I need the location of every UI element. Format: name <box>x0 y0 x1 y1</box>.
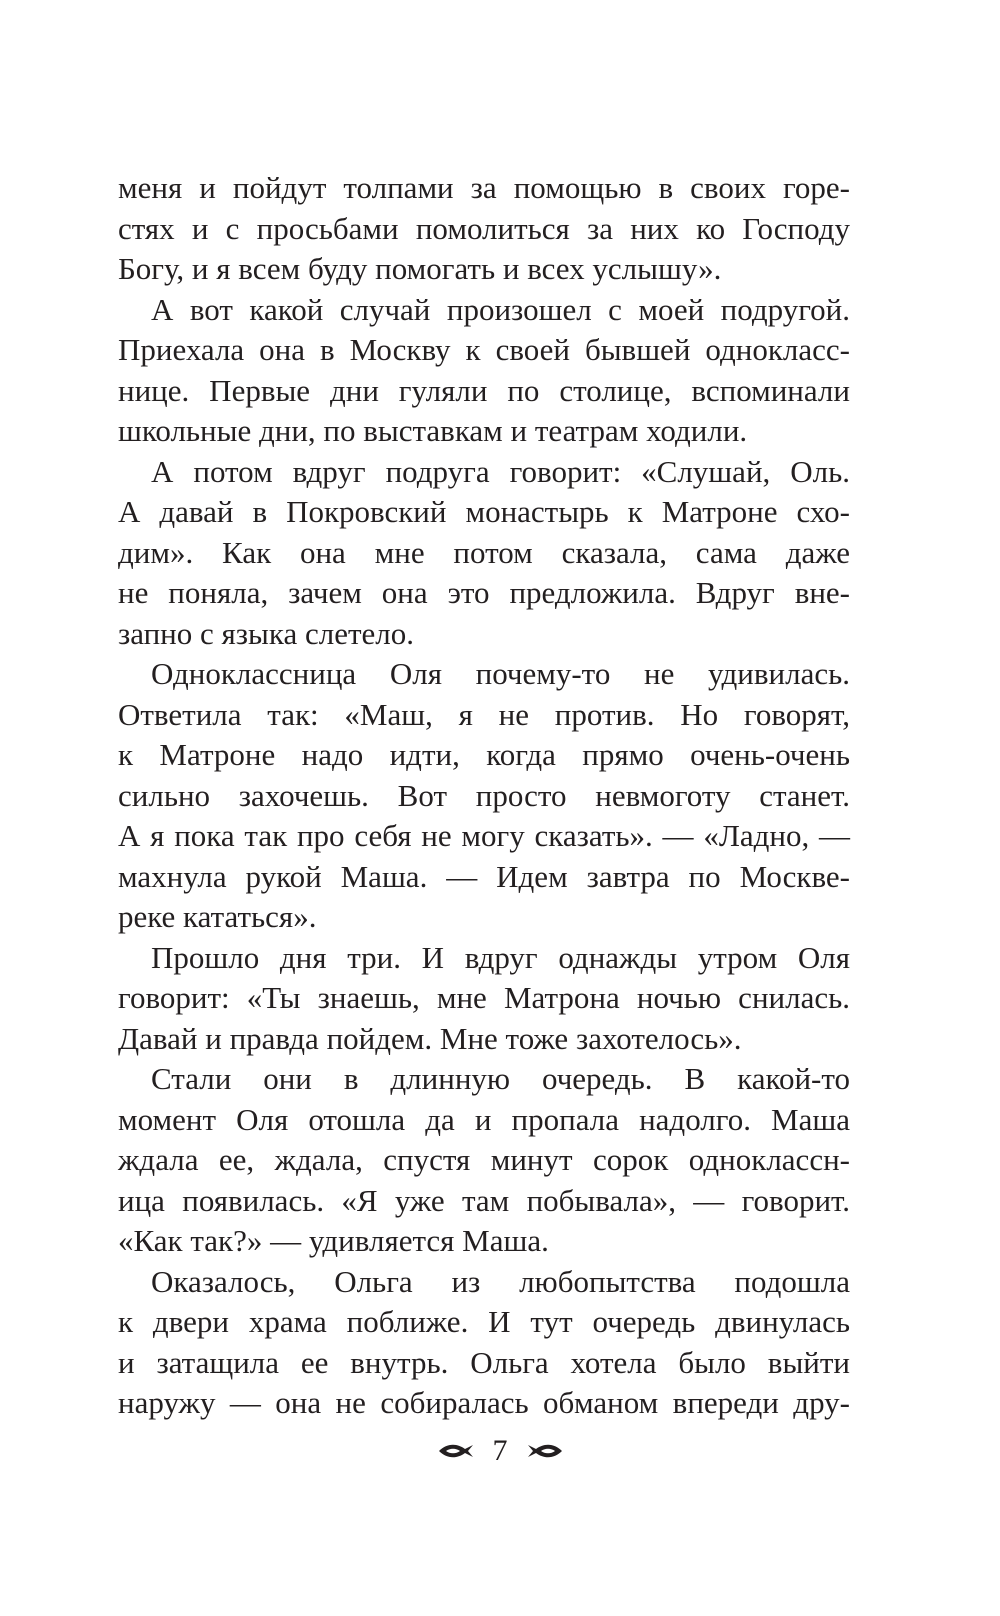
text-line: «Как так?» — удивляется Маша. <box>118 1223 549 1258</box>
text-line: А потом вдруг подруга говорит: «Слушай, Оль. <box>151 453 850 489</box>
text-line: к Матроне надо идти, когда прямо очень-очень <box>118 737 850 772</box>
page-number: 7 <box>492 1434 508 1467</box>
text-line: Приехала она в Москву к своей бывшей однокласс- <box>118 332 850 367</box>
text-line: А я пока так про себя не могу сказать». — «Ладно, — <box>118 818 850 853</box>
text-line: и затащила ее внутрь. Ольга хотела было выйти <box>118 1344 850 1380</box>
text-line: Прошло дня три. И вдруг однажды утром Оля <box>151 939 850 975</box>
text-line: ждала ее, ждала, спустя минут сорок одноклассн- <box>118 1142 850 1177</box>
text-line: нице. Первые дни гуляли по столице, вспоминали <box>118 372 850 408</box>
text-line: Ответила так: «Маш, я не против. Но говорят, <box>118 696 850 732</box>
text-line: школьные дни, по выставкам и театрам ходили. <box>118 413 748 448</box>
text-line: запно с языка слетело. <box>118 615 414 651</box>
text-line: наружу — она не собиралась обманом впереди дру- <box>118 1385 850 1420</box>
fleuron-left-icon <box>437 1442 475 1460</box>
text-line: стях и с просьбами помолиться за них ко Господу <box>118 210 850 246</box>
text-line: ица появилась. «Я уже там побывала», — говорит. <box>118 1182 850 1218</box>
text-line: меня и пойдут толпами за помощью в своих горе- <box>118 170 850 205</box>
text-line: Богу, и я всем буду помогать и всех услышу». <box>118 251 722 286</box>
text-line: говорит: «Ты знаешь, мне Матрона ночью снилась. <box>118 980 850 1015</box>
text-line: Давай и правда пойдем. Мне тоже захотелось». <box>118 1020 742 1056</box>
text-line: не поняла, зачем она это предложила. Вдруг вне- <box>118 575 850 610</box>
text-line: махнула рукой Маша. — Идем завтра по Москве- <box>118 858 850 894</box>
text-line: момент Оля отошла да и пропала надолго. Маша <box>118 1101 850 1137</box>
text-line: к двери храма поближе. И тут очередь двинулась <box>118 1304 850 1339</box>
text-line: Одноклассница Оля почему-то не удивилась. <box>151 656 850 691</box>
fleuron-right-icon <box>526 1442 564 1460</box>
page-footer <box>0 1436 1000 1466</box>
body-text <box>118 168 850 1424</box>
text-line: дим». Как она мне потом сказала, сама даже <box>118 534 850 570</box>
text-line: сильно захочешь. Вот просто невмоготу станет. <box>118 777 850 813</box>
text-line: Оказалось, Ольга из любопытства подошла <box>151 1263 850 1299</box>
text-line: А давай в Покровский монастырь к Матроне схо- <box>118 494 850 529</box>
text-line: реке кататься». <box>118 899 317 934</box>
text-line: Стали они в длинную очередь. В какой-то <box>151 1061 850 1096</box>
text-line: А вот какой случай произошел с моей подругой. <box>151 291 850 327</box>
